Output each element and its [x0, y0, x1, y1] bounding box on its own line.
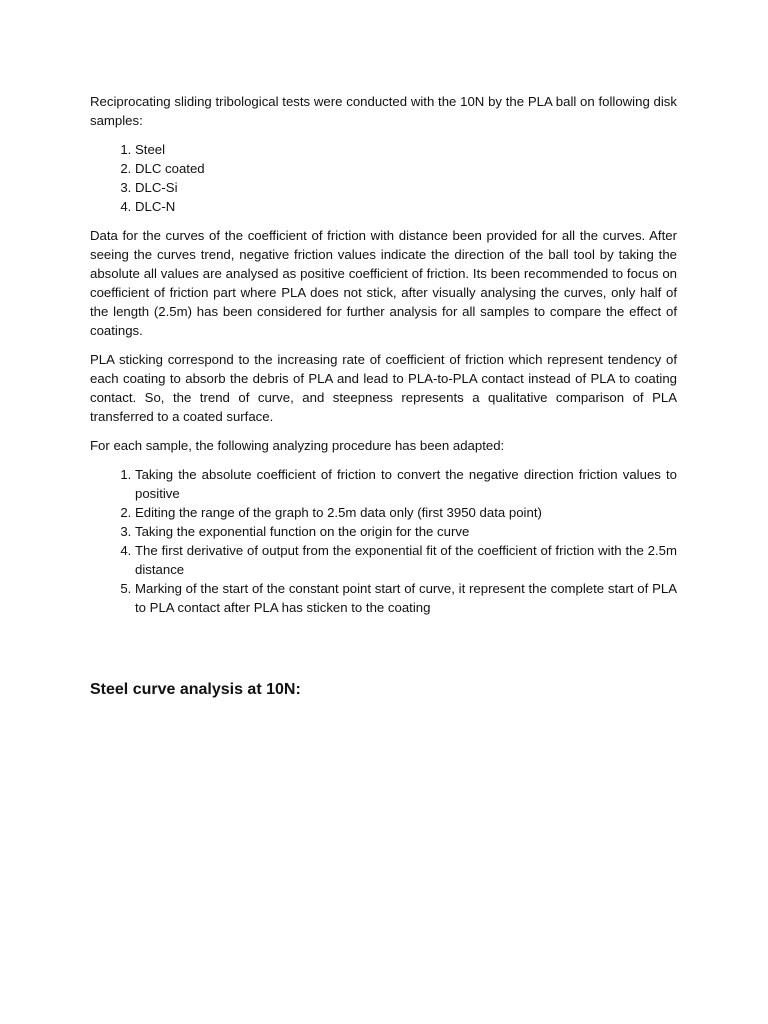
sample-item-dlc-n: 4. DLC-N: [135, 197, 677, 216]
document-body: [90, 92, 677, 617]
procedure-step: 3. Taking the exponential function on the origin for the curve: [135, 522, 677, 541]
procedure-intro-paragraph: For each sample, the following analyzing procedure has been adapted:: [90, 438, 505, 453]
data-description-paragraph: Data for the curves of the coefficient of friction with distance been provided for all the curves. After seeing the curves trend, negative friction values indicate the direction of the ball tool by taking the absolute all values are analysed as positive coefficient of friction. Its been recommended to focus on coefficient of friction part where PLA does not stick, after visually analysing the curves, only half of the length (2.5m) has been considered for further analysis for all samples to compare the effect of coatings.: [90, 228, 677, 338]
intro-paragraph: Reciprocating sliding tribological tests were conducted with the 10N by the PLA ball on following disk samples:: [90, 94, 677, 128]
procedure-step: 1. Taking the absolute coefficient of friction to convert the negative direction friction values to positive: [135, 465, 677, 503]
procedure-step-list: [90, 465, 677, 617]
procedure-step: 2. Editing the range of the graph to 2.5m data only (first 3950 data point): [135, 503, 677, 522]
procedure-step: 4. The first derivative of output from the exponential fit of the coefficient of friction with the 2.5m distance: [135, 541, 677, 579]
pla-sticking-paragraph: PLA sticking correspond to the increasing rate of coefficient of friction which represent tendency of each coating to absorb the debris of PLA and lead to PLA-to-PLA contact instead of PLA to coating contact. So, the trend of curve, and steepness represents a qualitative comparison of PLA transferred to a coated surface.: [90, 352, 677, 424]
sample-item-dlc-si: 3. DLC-Si: [135, 178, 677, 197]
sample-list: [90, 140, 677, 216]
procedure-step: 5. Marking of the start of the constant point start of curve, it represent the complete start of PLA to PLA contact after PLA has sticken to the coating: [135, 579, 677, 617]
sample-item-steel: 1. Steel: [135, 140, 677, 159]
section-heading: Steel curve analysis at 10N:: [90, 681, 301, 698]
sample-item-dlc-coated: 2. DLC coated: [135, 159, 677, 178]
